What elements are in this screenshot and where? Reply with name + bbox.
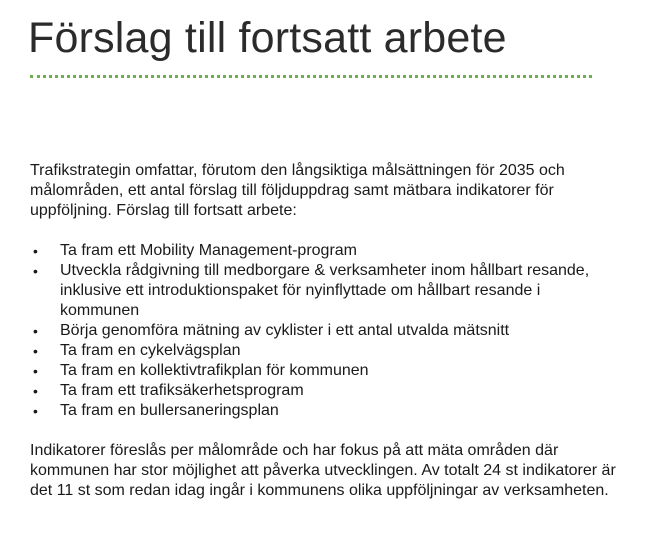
list-item <box>30 261 620 321</box>
list-item-text: Börja genomföra mätning av cyklister i ett antal utvalda mätsnitt <box>60 322 510 339</box>
proposal-list <box>30 241 620 421</box>
bullet-icon: • <box>33 403 38 419</box>
bullet-icon: • <box>33 383 38 399</box>
closing-paragraph: Indikatorer föreslås per målområde och har fokus på att mäta områden där kommunen har stor möjlighet att påverka utvecklingen. Av totalt 24 st indikatorer är det 11 st som redan idag ingår i kommunens olika uppföljningar av verksamheten. <box>30 442 616 499</box>
bullet-icon: • <box>33 263 38 279</box>
bullet-icon: • <box>33 243 38 259</box>
list-item <box>30 381 620 401</box>
list-item-text: Ta fram en bullersaneringsplan <box>60 402 279 419</box>
list-item <box>30 241 620 261</box>
list-item <box>30 341 620 361</box>
intro-paragraph: Trafikstrategin omfattar, förutom den långsiktiga målsättningen för 2035 och målområden, ett antal förslag till följduppdrag samt mätbara indikatorer för uppföljning. Förslag till fortsatt arbete: <box>30 162 565 219</box>
list-item-text: Ta fram en kollektivtrafikplan för kommunen <box>60 362 369 379</box>
list-item-text: Utveckla rådgivning till medborgare & verksamheter inom hållbart resande, inklusive ett introduktionspaket för nyinflyttade om hållbart resande i kommunen <box>60 262 590 319</box>
bullet-icon: • <box>33 343 38 359</box>
document-body <box>30 161 620 501</box>
list-item <box>30 321 620 341</box>
list-item-text: Ta fram en cykelvägsplan <box>60 342 241 359</box>
list-item-text: Ta fram ett trafiksäkerhetsprogram <box>60 382 304 399</box>
bullet-icon: • <box>33 323 38 339</box>
bullet-icon: • <box>33 363 38 379</box>
title-divider <box>30 75 592 78</box>
list-item-text: Ta fram ett Mobility Management-program <box>60 242 357 259</box>
list-item <box>30 361 620 381</box>
page-title: Förslag till fortsatt arbete <box>28 14 507 62</box>
list-item <box>30 401 620 421</box>
